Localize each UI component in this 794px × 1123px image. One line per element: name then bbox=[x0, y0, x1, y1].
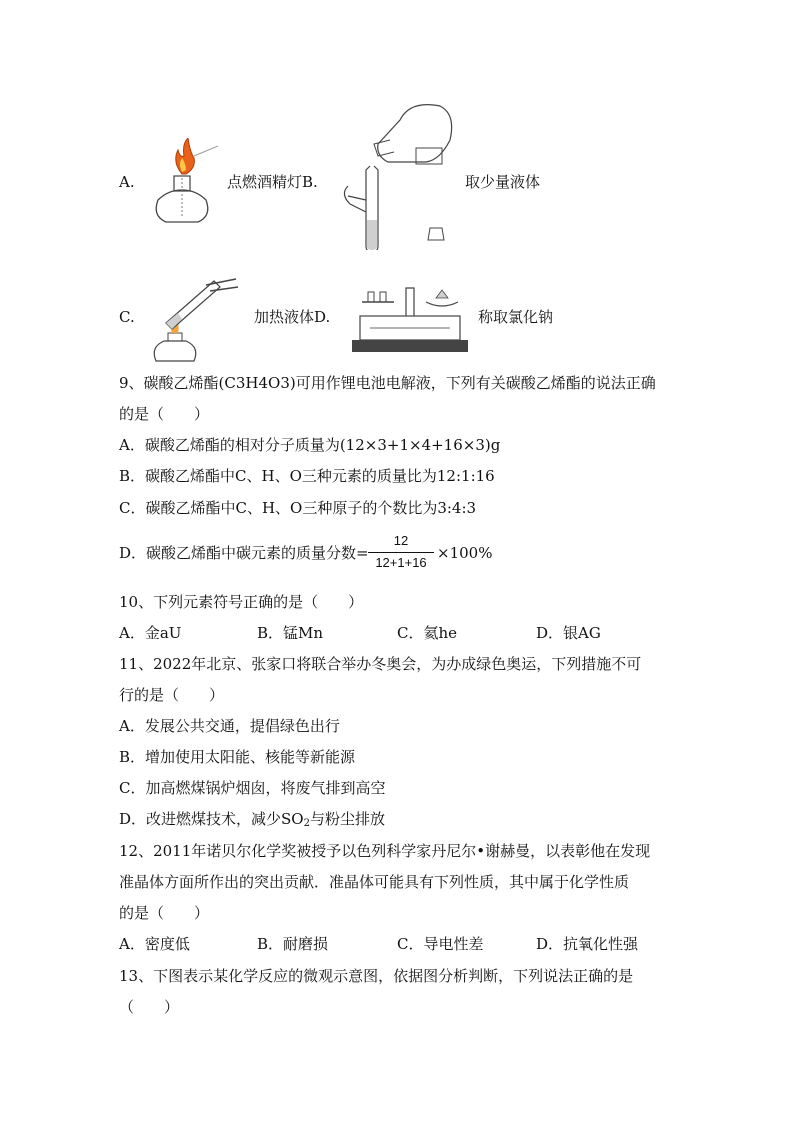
q12-option-c: C．导电性差 bbox=[397, 935, 484, 953]
q11-option-b: B．增加使用太阳能、核能等新能源 bbox=[119, 748, 356, 766]
q10-stem: 10、下列元素符号正确的是（ ） bbox=[119, 593, 364, 611]
q11-stem-line1: 11、2022年北京、张家口将联合举办冬奥会，为办成绿色奥运，下列措施不可 bbox=[119, 655, 642, 673]
q11-option-c: C．加高燃煤锅炉烟囱，将废气排到高空 bbox=[119, 779, 386, 797]
q10-option-a: A．金aU bbox=[119, 624, 182, 642]
q11-option-d-suffix: 与粉尘排放 bbox=[309, 810, 385, 828]
pour-liquid-test-tube-illustration bbox=[330, 100, 460, 250]
q10-option-b: B．锰Mn bbox=[257, 624, 324, 642]
q8-option-c-letter: C. bbox=[119, 308, 135, 326]
q11-option-d-prefix: D．改进燃煤技术，减少SO bbox=[119, 810, 304, 828]
q9-stem-line2: 的是（ ） bbox=[119, 405, 210, 423]
fraction-bar bbox=[368, 552, 434, 553]
q11-option-d-subscript: 2 bbox=[303, 818, 310, 829]
q13-stem-line1: 13、下图表示某化学反应的微观示意图，依据图分析判断，下列说法正确的是 bbox=[119, 967, 634, 985]
q9-option-d-suffix: ×100% bbox=[437, 544, 493, 562]
balance-scale-illustration bbox=[350, 280, 470, 356]
q9-option-c: C．碳酸乙烯酯中C、H、O三种原子的个数比为3:4:3 bbox=[119, 499, 477, 517]
q8-option-b-text: 取少量液体 bbox=[465, 173, 541, 191]
heating-liquid-illustration bbox=[146, 275, 246, 365]
q8-option-d-text: 称取氯化钠 bbox=[478, 308, 554, 326]
q9-option-d-prefix: D．碳酸乙烯酯中碳元素的质量分数= bbox=[119, 544, 369, 562]
q10-option-c: C．氦he bbox=[397, 624, 458, 642]
q12-option-a: A．密度低 bbox=[119, 935, 190, 953]
q9-option-a: A．碳酸乙烯酯的相对分子质量为(12×3+1×4+16×3)g bbox=[119, 436, 501, 454]
q8-option-a-text: 点燃酒精灯B. bbox=[227, 173, 318, 191]
q8-option-c-text: 加热液体D. bbox=[254, 308, 331, 326]
alcohol-lamp-lit-illustration bbox=[146, 138, 218, 228]
q13-stem-line2: （ ） bbox=[119, 998, 180, 1016]
q11-stem-line2: 行的是（ ） bbox=[119, 686, 225, 704]
q12-stem-line1: 12、2011年诺贝尔化学奖被授予以色列科学家丹尼尔•谢赫曼，以表彰他在发现 bbox=[119, 842, 651, 860]
q12-option-d: D．抗氧化性强 bbox=[536, 935, 639, 953]
q11-option-d bbox=[119, 809, 385, 834]
q10-option-d: D．银AG bbox=[536, 624, 601, 642]
q11-option-a: A．发展公共交通，提倡绿色出行 bbox=[119, 717, 340, 735]
q9-stem-line1: 9、碳酸乙烯酯(C3H4O3)可用作锂电池电解液，下列有关碳酸乙烯酯的说法正确 bbox=[119, 374, 656, 392]
q12-stem-line3: 的是（ ） bbox=[119, 904, 210, 922]
q8-option-a-letter: A. bbox=[119, 173, 135, 191]
q12-option-b: B．耐磨损 bbox=[257, 935, 329, 953]
q9-option-b: B．碳酸乙烯酯中C、H、O三种元素的质量比为12:1:16 bbox=[119, 467, 495, 485]
q9-fraction-denominator: 12+1+16 bbox=[375, 555, 427, 570]
q12-stem-line2: 准晶体方面所作出的突出贡献．准晶体可能具有下列性质，其中属于化学性质 bbox=[119, 873, 630, 891]
q9-fraction-numerator: 12 bbox=[393, 533, 409, 548]
